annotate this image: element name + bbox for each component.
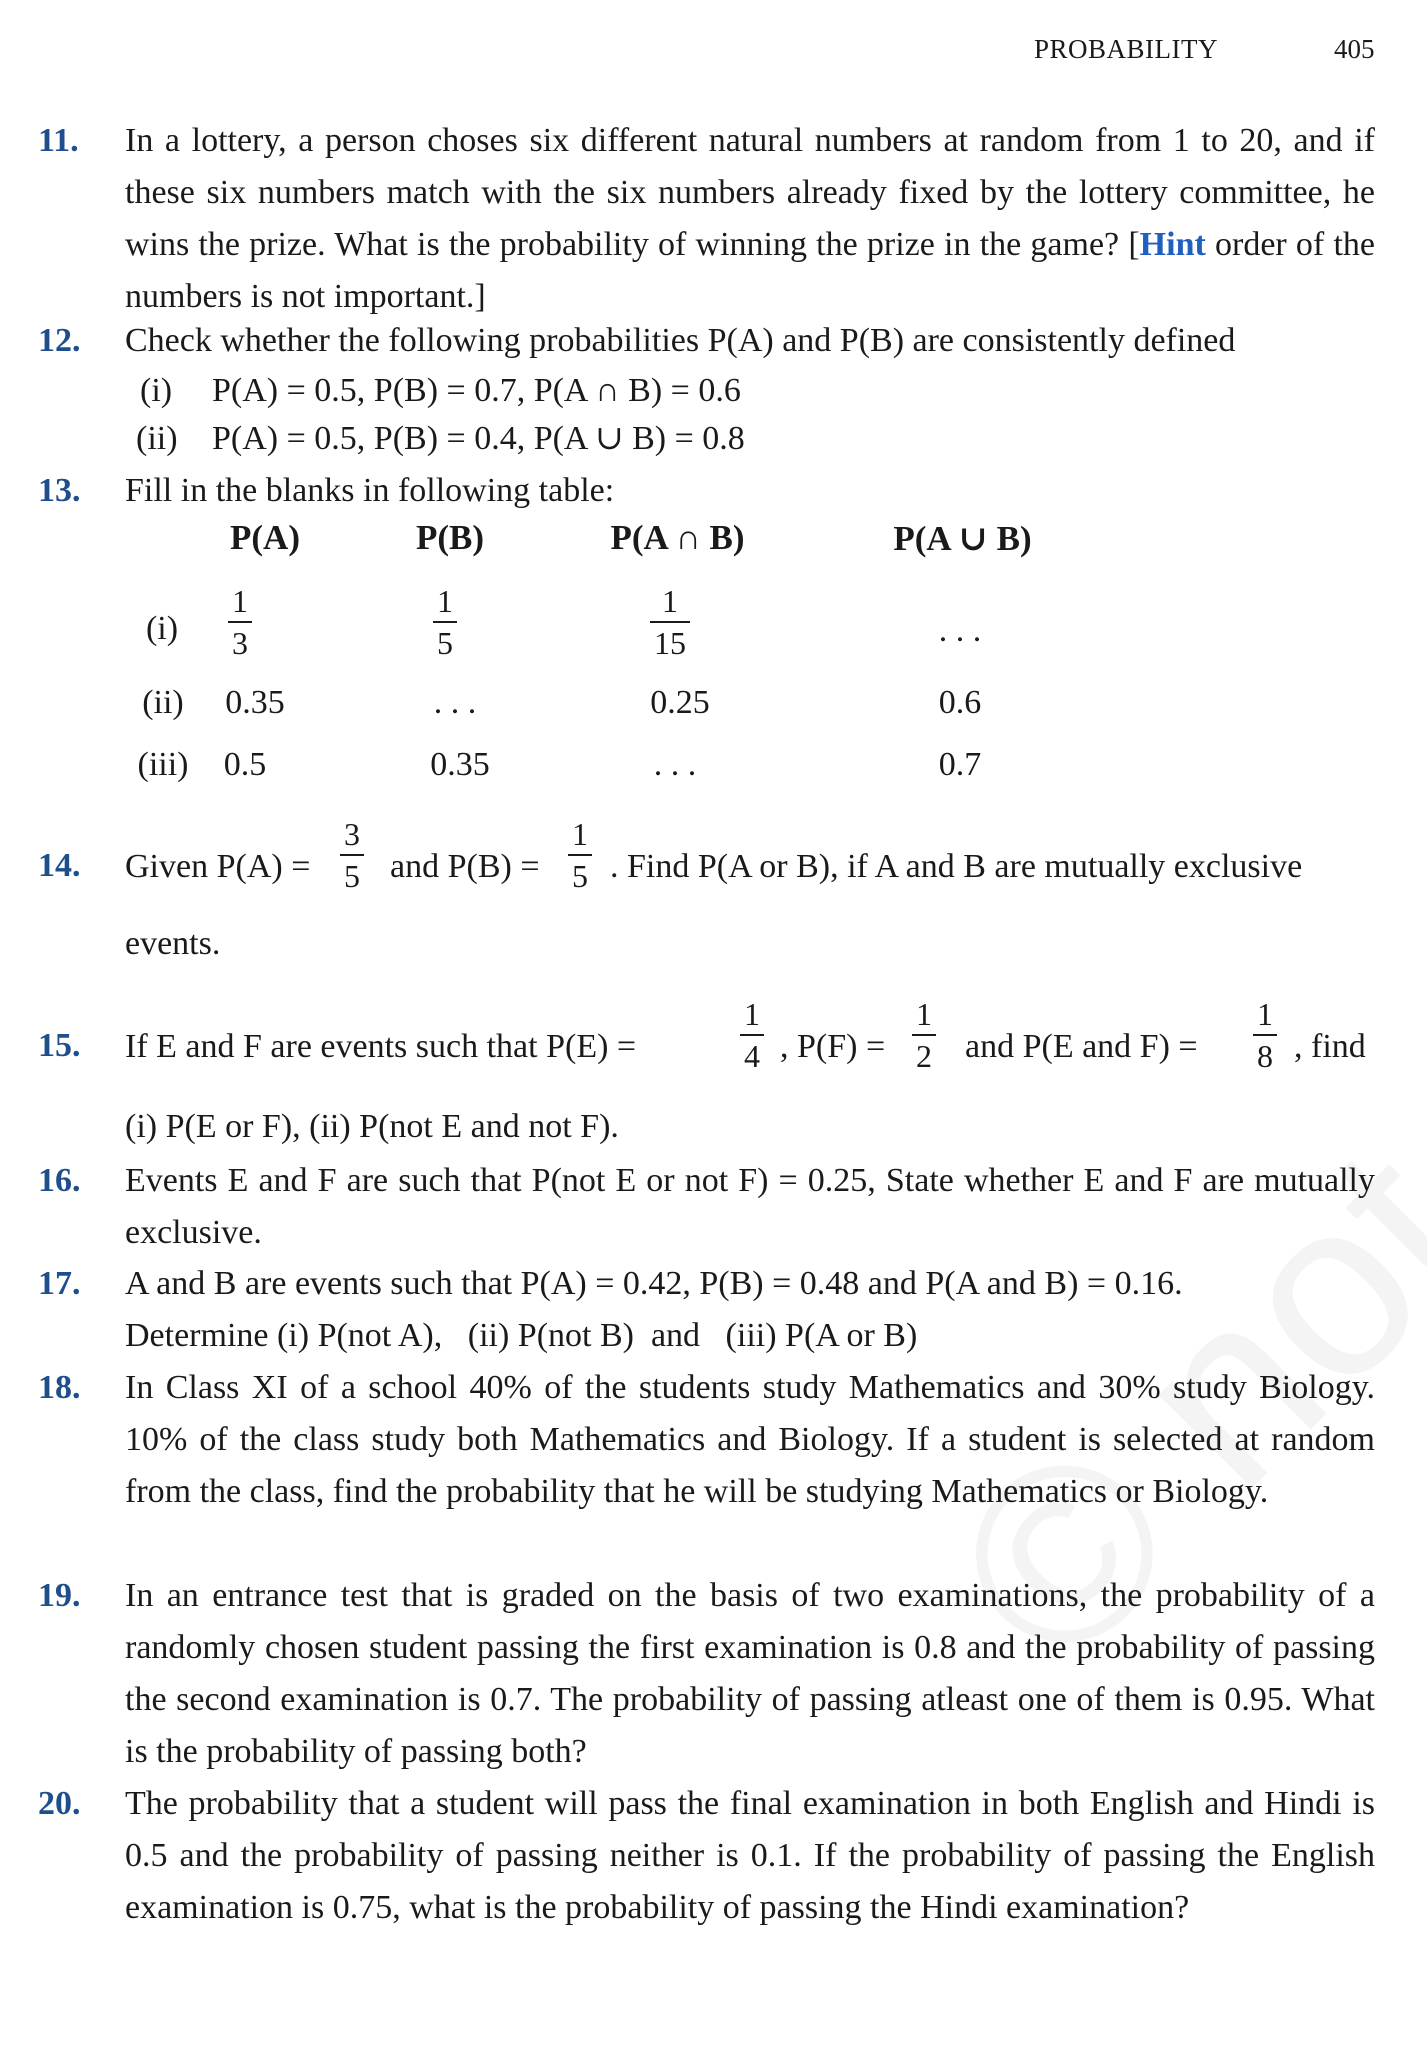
question-text: The probability that a student will pass the final examination in both English and Hindi is 0.5 and the probability of passing neither is 0.1. If the probability of passing the English examination is 0.75, what is the probability of passing the Hindi examination? bbox=[125, 1785, 1375, 1926]
table-header: P(A) bbox=[230, 518, 300, 557]
table-cell: 0.7 bbox=[938, 746, 982, 783]
table-cell: 0.35 bbox=[225, 684, 285, 721]
question-text: Events E and F are such that P(not E or not F) = 0.25, State whether E and F are mutually exclusive. bbox=[125, 1162, 1375, 1251]
table-cell: $\frac{1}{3}$ bbox=[200, 585, 280, 659]
question-text: In Class XI of a school 40% of the students study Mathematics and 30% study Biology. 10% of the class study both Mathematics and Biology. If a student is selected at random from the class, find the probability that he will be studying Mathematics or Biology. bbox=[125, 1369, 1375, 1510]
fraction: $\frac{3}{5}$ bbox=[340, 818, 364, 892]
table-cell: . . . bbox=[433, 684, 477, 721]
table-header: P(A ∩ B) bbox=[610, 518, 745, 557]
question-number: 16. bbox=[38, 1162, 81, 1199]
table-header: P(A ∪ B) bbox=[893, 519, 1032, 558]
fraction: $\frac{1}{5}$ bbox=[568, 818, 592, 892]
fraction: $\frac{1}{4}$ bbox=[740, 998, 764, 1072]
question-text: In a lottery, a person choses six different natural numbers at random from 1 to 20, and if these six numbers match with the six numbers already fixed by the lottery committee, he wins the prize. What is the probability of winning the prize in the game? [Hint order of the numbers is not important.] bbox=[125, 122, 1375, 315]
table-cell: 0.5 bbox=[223, 746, 267, 783]
table-cell: . . . bbox=[938, 612, 982, 649]
table-header: P(B) bbox=[415, 518, 485, 557]
page-header bbox=[0, 30, 1427, 70]
row-label: (ii) bbox=[142, 684, 184, 721]
running-title: PROBABILITY bbox=[1034, 34, 1219, 64]
fraction: $\frac{1}{8}$ bbox=[1253, 998, 1277, 1072]
question-text: In an entrance test that is graded on the basis of two examinations, the probability of a randomly chosen student passing the first examination is 0.8 and the probability of passing the second examination is 0.7. The probability of passing atleast one of them is 0.95. What is the probability of passing both? bbox=[125, 1577, 1375, 1770]
part-label: (ii) bbox=[136, 420, 178, 457]
part-text: P(A) = 0.5, P(B) = 0.4, P(A ∪ B) = 0.8 bbox=[212, 420, 745, 457]
question-number: 15. bbox=[38, 1027, 81, 1064]
part-label: (i) bbox=[140, 372, 173, 409]
fraction: $\frac{1}{2}$ bbox=[912, 998, 936, 1072]
question-text: Fill in the blanks in following table: bbox=[125, 472, 615, 509]
table-cell: 0.35 bbox=[430, 746, 490, 783]
question-number: 19. bbox=[38, 1577, 81, 1614]
part-text: P(A) = 0.5, P(B) = 0.7, P(A ∩ B) = 0.6 bbox=[212, 372, 741, 409]
question-number: 12. bbox=[38, 322, 81, 359]
table-cell: $\frac{1}{5}$ bbox=[405, 585, 485, 659]
table-cell: $\frac{1}{15}$ bbox=[630, 585, 710, 659]
page-number: 405 bbox=[1334, 34, 1375, 64]
question-number: 13. bbox=[38, 472, 81, 509]
question-number: 18. bbox=[38, 1369, 81, 1406]
question-text: Check whether the following probabilities P(A) and P(B) are consistently defined bbox=[125, 322, 1236, 359]
table-cell: . . . bbox=[653, 746, 697, 783]
row-label: (i) bbox=[145, 610, 179, 647]
question-text-line2: Determine (i) P(not A), (ii) P(not B) and (iii) P(A or B) bbox=[125, 1317, 918, 1354]
row-label: (iii) bbox=[137, 746, 189, 783]
table-cell: 0.25 bbox=[650, 684, 710, 721]
question-text: A and B are events such that P(A) = 0.42, P(B) = 0.48 and P(A and B) = 0.16. bbox=[125, 1265, 1183, 1302]
question-number: 20. bbox=[38, 1785, 81, 1822]
hint-label: Hint bbox=[1139, 226, 1206, 263]
question-number: 11. bbox=[38, 122, 79, 159]
question-number: 14. bbox=[38, 847, 81, 884]
question-number: 17. bbox=[38, 1265, 81, 1302]
table-cell: 0.6 bbox=[938, 684, 982, 721]
